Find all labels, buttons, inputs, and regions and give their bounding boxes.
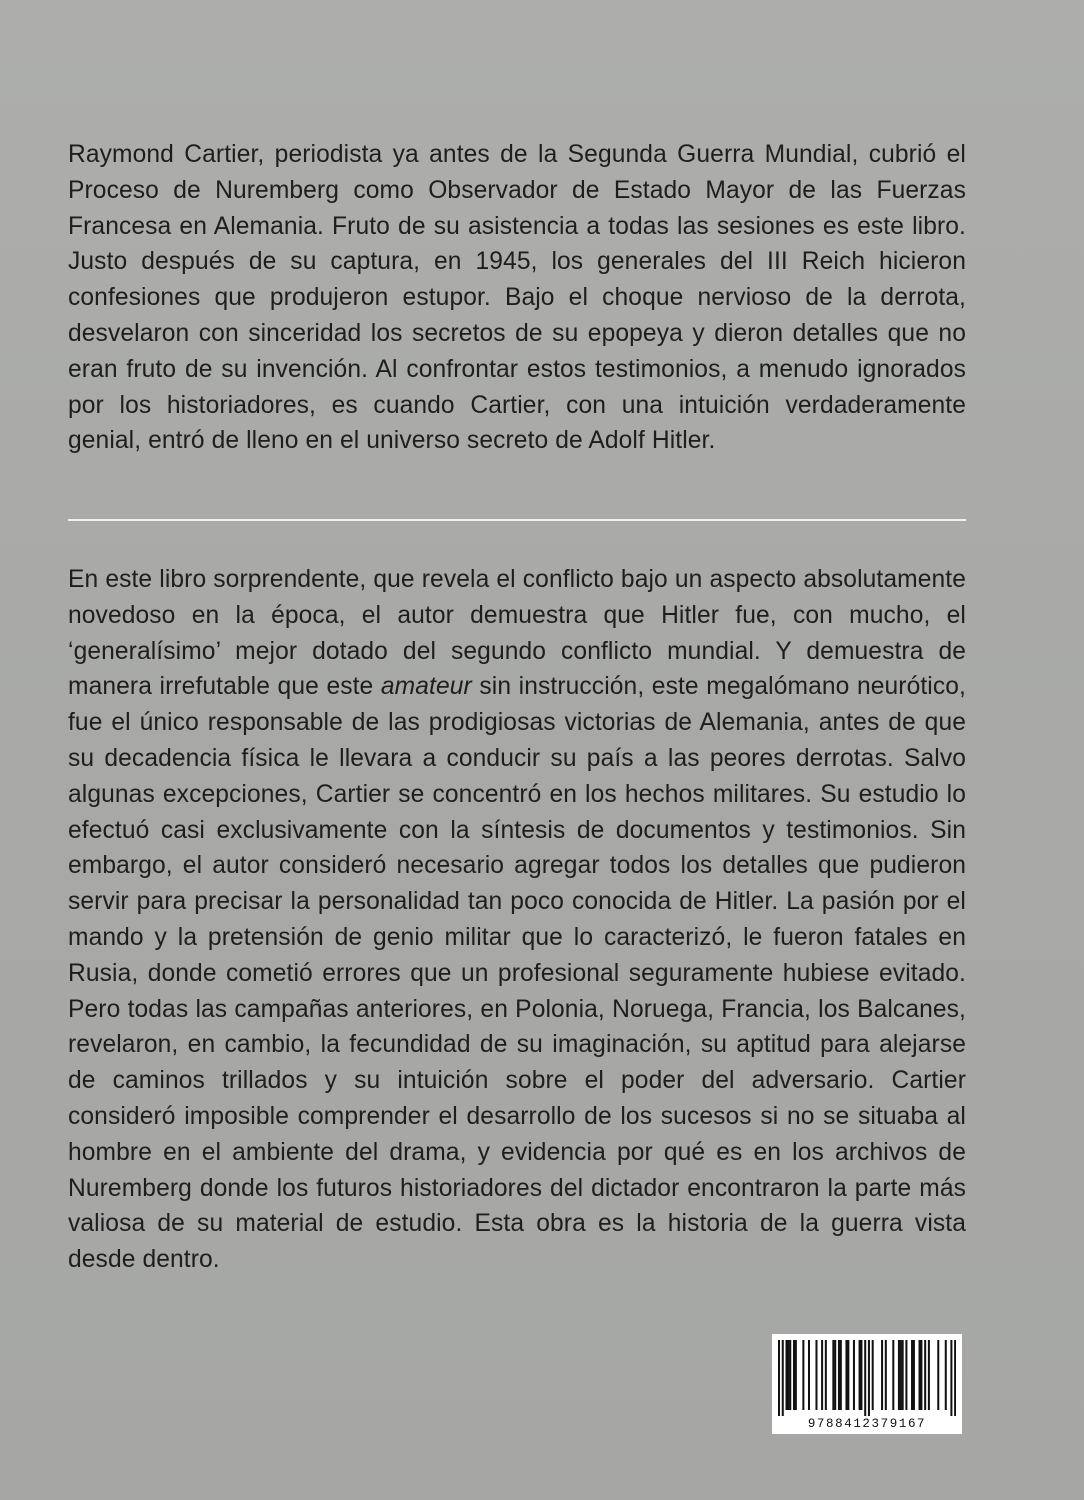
barcode-bar (787, 1340, 789, 1410)
barcode-bar (859, 1340, 861, 1410)
barcode-bar (825, 1340, 827, 1410)
barcode-bar (954, 1340, 956, 1416)
barcode-bar (928, 1340, 930, 1410)
barcode-bar (864, 1340, 866, 1416)
barcode-bar (937, 1340, 939, 1410)
blurb-paragraph-2 (68, 562, 966, 1278)
barcode-bar (793, 1340, 795, 1410)
barcode-bar (808, 1340, 810, 1410)
barcode-bar (860, 1340, 862, 1410)
barcode-bar (920, 1340, 922, 1410)
blurb-paragraph-1 (68, 137, 966, 459)
barcode-bar (815, 1340, 817, 1410)
barcode-bar (834, 1340, 836, 1410)
barcode-bar (898, 1340, 900, 1410)
section-divider (68, 519, 966, 521)
barcode-bar (924, 1340, 926, 1410)
barcode-bar (795, 1340, 797, 1410)
barcode-bar (881, 1340, 883, 1410)
barcode-bar (840, 1340, 842, 1410)
barcode-bar (905, 1340, 907, 1410)
barcode-bar (802, 1340, 804, 1410)
barcode-bar (885, 1340, 887, 1410)
blurb-paragraph-1-text: Raymond Cartier, periodista ya antes de la Segunda Guerra Mundial, cubrió el Proceso de Nuremberg como Observador de Estado Mayor de las Fuerzas Francesa en Alemania. Fruto de su asistencia a todas las sesiones es este libro. Justo después de su captura, en 1945, los generales del III Reich hicieron confesiones que produjeron estupor. Bajo el choque nervioso de la derrota, desvelaron con sinceridad los secretos de su epopeya y dieron detalles que no eran fruto de su invención. Al confrontar estos testimonios, a menudo ignorados por los historiadores, es cuando Cartier, con una intuición verdaderamente genial, entró de lleno en el universo secreto de Adolf Hitler. (68, 141, 966, 455)
barcode-bar (832, 1340, 834, 1410)
blurb-italic-word: amateur (380, 673, 472, 701)
barcode-bar (872, 1340, 874, 1410)
blurb-paragraph-2-text-end: sin instrucción, este megalómano neurótico, fue el único responsable de las prodigiosas victorias de Alemania, antes de que su decadencia física le llevara a conducir su país a las peores derrotas. Salvo algunas excepciones, Cartier se concentró en los hechos militares. Su estudio lo efectuó casi exclusivamente con la síntesis de documentos y testimonios. Sin embargo, el autor consideró necesario agregar todos los detalles que pudieron servir para precisar la personalidad tan poco conocida de Hitler. La pasión por el mando y la pretensión de genio militar que lo caracterizó, le fueron fatales en Rusia, donde cometió errores que un profesional seguramente hubiese evitado. Pero todas las campañas anteriores, en Polonia, Noruega, Francia, los Balcanes, revelaron, en cambio, la fecundidad de su imaginación, su aptitud para alejarse de caminos trillados y su intuición sobre el poder del adversario. Cartier consideró imposible comprender el desarrollo de los sucesos si no se situaba al hombre en el ambiente del drama, y evidencia por qué es en los archivos de Nuremberg donde los futuros historiadores del dictador encontraron la parte más valiosa de su material de estudio. Esta obra es la historia de la guerra vista desde dentro. (68, 673, 966, 1274)
barcode-bar (911, 1340, 913, 1410)
barcode-bar (919, 1340, 921, 1410)
barcode-bar (945, 1340, 947, 1410)
barcode-bar (778, 1340, 780, 1416)
blurb-paragraph-2-text-start: En este libro sorprendente, que revela el conflicto bajo un aspecto absolutamente novedoso en la época, el autor demuestra que Hitler fue, con mucho, el ‘generalísimo’ mejor dotado del segundo conflicto mundial. Y demuestra de manera irrefutable que este (68, 566, 966, 701)
barcode-bars (778, 1340, 956, 1416)
barcode-bar (789, 1340, 791, 1410)
barcode-bar (950, 1340, 952, 1416)
barcode-bar (782, 1340, 784, 1416)
barcode-bar (838, 1340, 840, 1410)
barcode-bar (902, 1340, 904, 1410)
isbn-number: 9788412379167 (807, 1417, 927, 1431)
isbn-barcode (772, 1334, 962, 1434)
barcode-bar (853, 1340, 855, 1410)
barcode-bar (845, 1340, 847, 1410)
barcode-bar (913, 1340, 915, 1410)
barcode-bar (892, 1340, 894, 1410)
barcode-bar (847, 1340, 849, 1410)
barcode-bar (868, 1340, 870, 1416)
barcode-bar (900, 1340, 902, 1410)
barcode-bar (785, 1340, 787, 1410)
barcode-bar (821, 1340, 823, 1410)
